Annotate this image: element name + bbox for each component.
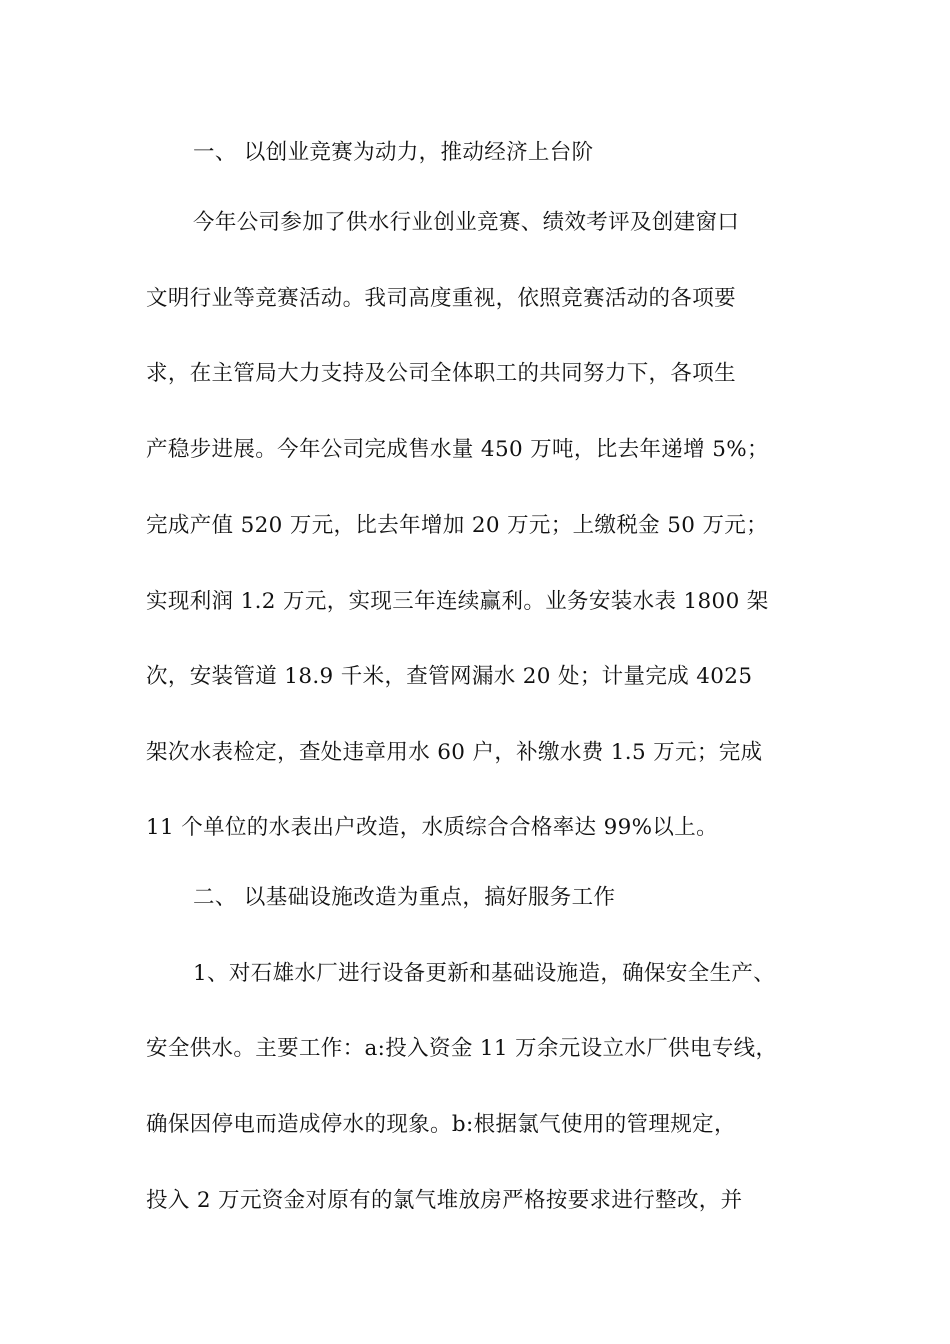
paragraph-line: 完成产值 520 万元，比去年增加 20 万元；上缴税金 50 万元； <box>146 513 769 538</box>
paragraph-line: 求，在主管局大力支持及公司全体职工的共同努力下，各项生 <box>146 361 736 386</box>
paragraph-line: 实现利润 1.2 万元，实现三年连续赢利。业务安装水表 1800 架 <box>146 589 769 614</box>
paragraph-line: 1、对石雄水厂进行设备更新和基础设施造，确保安全生产、 <box>193 961 776 986</box>
paragraph-line: 次，安装管道 18.9 千米，查管网漏水 20 处；计量完成 4025 <box>146 664 753 689</box>
paragraph-line: 今年公司参加了供水行业创业竞赛、绩效考评及创建窗口 <box>193 210 740 235</box>
section-heading-1: 一、 以创业竞赛为动力，推动经济上台阶 <box>193 140 594 165</box>
paragraph-line: 架次水表检定，查处违章用水 60 户，补缴水费 1.5 万元；完成 <box>146 740 763 765</box>
paragraph-line: 文明行业等竞赛活动。我司高度重视，依照竞赛活动的各项要 <box>146 286 736 311</box>
paragraph-line: 投入 2 万元资金对原有的氯气堆放房严格按要求进行整改，并 <box>146 1188 743 1213</box>
paragraph-line: 产稳步进展。今年公司完成售水量 450 万吨，比去年递增 5%； <box>146 437 769 462</box>
paragraph-line: 11 个单位的水表出户改造，水质综合合格率达 99%以上。 <box>146 815 718 840</box>
paragraph-line: 确保因停电而造成停水的现象。b:根据氯气使用的管理规定， <box>146 1112 736 1137</box>
section-heading-2: 二、 以基础设施改造为重点，搞好服务工作 <box>193 885 616 910</box>
paragraph-line: 安全供水。主要工作：a:投入资金 11 万余元设立水厂供电专线， <box>146 1036 778 1061</box>
